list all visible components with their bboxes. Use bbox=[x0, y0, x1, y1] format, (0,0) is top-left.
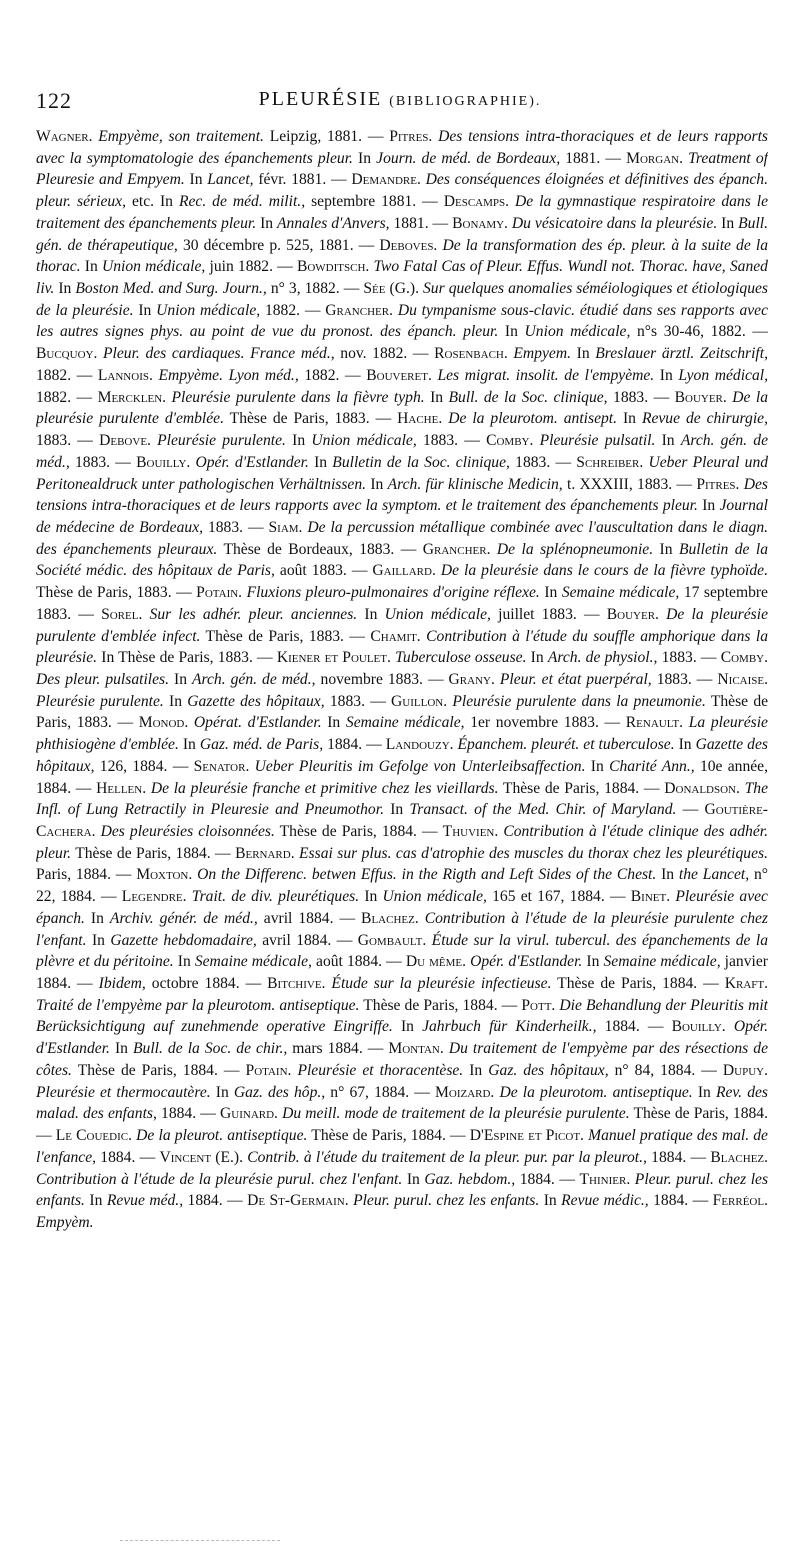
work-title: Essai sur plus. cas d'atrophie des muscles du thorax chez les pleurétiques. bbox=[299, 844, 768, 862]
work-title: Gazette hebdomadaire, bbox=[110, 931, 257, 949]
work-title: Des tensions intra-thoraciques et de leurs rapports avec la symptom. et le traitement des épanchements pleur. bbox=[36, 475, 768, 515]
author-name: Morgan. bbox=[626, 149, 689, 167]
work-title: Annales d'Anvers, bbox=[277, 214, 390, 232]
work-title: Du tympanisme sous-clavic. étudié dans ses rapports avec les autres signes phys. au point de vue du pronost. des épanch. pleur. bbox=[36, 301, 768, 341]
reference-text: Thèse de Paris, 1883. — bbox=[36, 692, 768, 732]
author-name: Thuvien. bbox=[442, 823, 504, 840]
work-title: Union médicale, bbox=[101, 258, 206, 276]
work-title: The Infl. of Lung Retractily in Pleuresie and Pneumothor. bbox=[36, 779, 768, 819]
reference-text: 1883. — bbox=[607, 388, 675, 406]
work-title: Épanchem. pleurét. et tuberculose. bbox=[457, 736, 675, 754]
reference-text: 1881. — bbox=[389, 214, 453, 232]
reference-text: 1er novembre 1883. — bbox=[464, 714, 626, 732]
reference-text: — bbox=[676, 801, 705, 819]
author-name: Du même. bbox=[405, 953, 471, 971]
reference-text: n° 22, 1884. — bbox=[36, 866, 768, 906]
work-title: Du meill. mode de traitement de la pleurésie purulente. bbox=[282, 1105, 630, 1123]
reference-text: In bbox=[184, 171, 208, 189]
work-title: Des pleurésies cloisonnées. bbox=[100, 823, 275, 840]
reference-text: In bbox=[366, 475, 388, 493]
work-title: Opérat. d'Estlander. bbox=[193, 714, 322, 732]
work-title: Du vésicatoire dans la pleurésie. bbox=[511, 214, 718, 232]
reference-text: Thèse de Paris, 1884. — bbox=[359, 996, 522, 1014]
work-title: Gazette des hôpitaux, bbox=[187, 692, 325, 710]
author-name: Thinier. bbox=[579, 1170, 635, 1188]
reference-text: In bbox=[617, 410, 642, 428]
work-title: Traité de l'empyème par la pleurotom. antiseptique. bbox=[36, 996, 360, 1014]
work-title: Rev. des malad. des enfants, bbox=[36, 1083, 768, 1123]
reference-text: Leipzig, 1881. — bbox=[263, 128, 390, 145]
reference-text: avril 1884. — bbox=[256, 931, 358, 949]
work-title: Pleurésie purulente dans la pneumonie. bbox=[452, 692, 706, 710]
reference-text: 1883. — bbox=[651, 670, 718, 688]
work-title: Pleur. et état puerpéral, bbox=[499, 670, 652, 688]
work-title: De la splénopneumonie. bbox=[496, 540, 654, 558]
reference-text: 1883. — bbox=[657, 649, 721, 667]
author-name: Gaillard. bbox=[372, 562, 441, 580]
reference-text: 1884. — bbox=[96, 1148, 160, 1166]
work-title: De la pleurésie purulente d'emblée infect. bbox=[36, 605, 768, 645]
reference-text: In bbox=[169, 670, 192, 688]
author-name: Potain. bbox=[196, 584, 247, 602]
reference-text: In bbox=[674, 736, 696, 754]
reference-text: 1881. — bbox=[560, 149, 627, 167]
author-name: Grany. bbox=[448, 670, 500, 688]
author-name: Hache. bbox=[397, 410, 449, 428]
bibliography-text bbox=[36, 126, 768, 1526]
work-title: Étude sur la virul. tubercul. des épanchements de la plèvre et du péritoine. bbox=[36, 931, 768, 971]
author-name: Moxton. bbox=[136, 866, 198, 884]
reference-text: In bbox=[210, 1083, 234, 1101]
work-title: Semaine médicale, bbox=[561, 584, 680, 602]
work-title: Bull. gén. de thérapeutique, bbox=[36, 214, 768, 254]
author-name: Binet. bbox=[630, 888, 676, 906]
author-name: Nicaise. bbox=[717, 670, 768, 688]
reference-text: juin 1882. — bbox=[205, 258, 297, 276]
work-title: Union médicale, bbox=[156, 301, 261, 319]
work-title: Les migrat. insolit. de l'empyème. bbox=[437, 366, 655, 384]
work-title: the Lancet, bbox=[678, 866, 750, 884]
work-title: Empyem. bbox=[513, 345, 571, 363]
reference-text: Thèse de Paris, 1884. — bbox=[307, 1127, 470, 1145]
reference-text: 17 septembre 1883. — bbox=[36, 584, 768, 623]
reference-text: n° 84, 1884. — bbox=[608, 1061, 723, 1079]
work-title: De la pleurésie dans le cours de la fièvre typhoïde. bbox=[440, 562, 768, 580]
reference-text: Thèse de Paris, 1884. — bbox=[551, 975, 725, 993]
work-title: Pleurésie pulsatil. bbox=[539, 432, 656, 450]
work-title: Contribution à l'étude clinique des adhér. pleur. bbox=[36, 823, 768, 862]
work-title: Pleur. purul. chez les enfants. bbox=[353, 1192, 540, 1210]
work-title: Arch. für klinische Medicin, bbox=[387, 475, 563, 493]
reference-text: In bbox=[80, 258, 102, 276]
reference-text: In bbox=[654, 366, 679, 384]
reference-text: juillet 1883. — bbox=[490, 605, 607, 623]
work-title: Transact. of the Med. Chir. of Maryland. bbox=[409, 801, 677, 819]
author-name: Gombault. bbox=[357, 931, 432, 949]
author-name: Bernard. bbox=[235, 844, 300, 862]
work-title: Contribution à l'étude du souffle amphorique dans la pleurésie. bbox=[36, 627, 768, 667]
author-name: Blachez. bbox=[361, 909, 425, 927]
work-title: Pleurésie et thoracentèse. bbox=[297, 1061, 464, 1079]
work-title: Empyème, son traitement. bbox=[98, 128, 264, 145]
reference-text: 1883. — bbox=[203, 518, 269, 536]
author-name: Legendre. bbox=[121, 888, 192, 906]
author-name: Bouilly. bbox=[136, 453, 196, 471]
reference-text: In bbox=[357, 605, 385, 623]
work-title: Trait. de div. pleurétiques. bbox=[191, 888, 360, 906]
chapter-title: PLEURÉSIE bbox=[258, 88, 383, 110]
author-name: Grancher. bbox=[422, 540, 497, 558]
reference-text: 1883. — bbox=[324, 692, 392, 710]
reference-text: 1883. — bbox=[36, 432, 100, 450]
author-name: Renault. bbox=[625, 714, 689, 732]
reference-text: novembre 1883. — bbox=[315, 670, 449, 688]
page-number: 122 bbox=[36, 88, 72, 113]
author-name: Kiener et Poulet. bbox=[276, 649, 396, 667]
work-title: Des conséquences éloignées et définitives des épanch. pleur. sérieux, bbox=[36, 171, 768, 211]
reference-text: Thèse de Paris, 1884. — bbox=[498, 779, 665, 797]
reference-text: In bbox=[498, 323, 525, 341]
work-title: Bulletin de la Soc. clinique, bbox=[332, 453, 510, 471]
work-title: Manuel pratique des mal. de l'enfance, bbox=[36, 1127, 768, 1166]
author-name: Wagner. bbox=[36, 128, 99, 145]
work-title: Pleurésie purulente dans la fièvre typh. bbox=[171, 388, 425, 406]
author-name: Donaldson. bbox=[664, 779, 745, 797]
reference-text: Thèse de Paris, 1883. — bbox=[224, 410, 398, 428]
author-name: Mercklen. bbox=[97, 388, 172, 406]
author-name: Pitres. bbox=[696, 475, 744, 493]
author-name: Senator. bbox=[193, 757, 255, 775]
author-name: Monod. bbox=[138, 714, 194, 732]
work-title: Gaz. des hôpitaux, bbox=[488, 1061, 609, 1079]
reference-text: 1884. — bbox=[515, 1170, 580, 1188]
author-name: De St-Germain. bbox=[247, 1192, 354, 1210]
work-title: Journ. de méd. de Bordeaux, bbox=[376, 149, 561, 167]
reference-text: 165 et 167, 1884. — bbox=[486, 888, 631, 906]
work-title: Union médicale, bbox=[311, 432, 417, 450]
reference-text: In bbox=[570, 345, 596, 363]
work-title: De la transformation des ép. pleur. à la suite de la thorac. bbox=[36, 236, 768, 276]
work-title: Bulletin de la Société médic. des hôpitaux de Paris, bbox=[36, 540, 768, 580]
reference-text: Thèse de Paris, 1883. — bbox=[36, 584, 197, 602]
work-title: Gaz. hebdom., bbox=[424, 1170, 516, 1188]
work-title: Arch. gén. de méd., bbox=[192, 670, 316, 688]
reference-text: In bbox=[539, 584, 562, 602]
author-name: Bouyer. bbox=[674, 388, 733, 406]
work-title: Revue médic., bbox=[561, 1192, 649, 1210]
author-name: Comby. bbox=[486, 432, 540, 450]
author-name: Guinard. bbox=[220, 1105, 283, 1123]
author-name: Grancher. bbox=[325, 301, 398, 319]
author-name: Rosenbach. bbox=[434, 345, 514, 363]
work-title: De la percussion métallique combinée avec l'auscultation dans le diagn. des épanchements pleuraux. bbox=[36, 518, 768, 558]
work-title: Ibidem, bbox=[98, 975, 146, 993]
work-title: Sur les adhér. pleur. anciennes. bbox=[149, 605, 358, 623]
author-name: Sée (G.). bbox=[363, 280, 423, 298]
author-name: Hellen. bbox=[96, 779, 151, 797]
reference-text: 1884. — bbox=[596, 1018, 672, 1036]
work-title: Treatment of Pleuresie and Empyem. bbox=[36, 149, 768, 189]
work-title: Bull. de la Soc. clinique, bbox=[448, 388, 608, 406]
work-title: De la pleurésie purulente d'emblée. bbox=[36, 388, 768, 428]
work-title: Ueber Pleuritis im Gefolge von Unterleibsaffection. bbox=[254, 757, 586, 775]
work-title: Gaz. des hôp., bbox=[233, 1083, 326, 1101]
reference-text: 30 décembre p. 525, 1881. — bbox=[177, 236, 380, 254]
author-name: Bitchive. bbox=[267, 975, 332, 993]
work-title: Empyème. bbox=[158, 366, 223, 384]
work-title: Revue méd., bbox=[106, 1192, 184, 1210]
reference-text: In bbox=[656, 866, 679, 884]
work-title: Two Fatal Cas of Pleur. Effus. Wundl not. Thorac. have, Saned liv. bbox=[36, 258, 768, 298]
work-title: Lyon médical, bbox=[678, 366, 768, 384]
running-head bbox=[36, 88, 764, 118]
work-title: Pleur. purul. chez les enfants. bbox=[36, 1170, 768, 1210]
reference-text: etc. In bbox=[125, 193, 179, 211]
author-name: Comby. bbox=[720, 649, 768, 667]
work-title: Opér. d'Estlander. bbox=[36, 1018, 768, 1058]
reference-text: In Thèse de Paris, 1883. — bbox=[97, 649, 277, 667]
reference-text: In bbox=[655, 432, 681, 450]
author-name: Pitres. bbox=[389, 128, 439, 145]
work-title: Arch. gén. de méd., bbox=[36, 432, 768, 471]
reference-text: n° 3, 1882. — bbox=[266, 280, 364, 298]
reference-text: In bbox=[109, 1040, 134, 1058]
author-name: Pott. bbox=[521, 996, 560, 1014]
reference-text: In bbox=[84, 909, 110, 927]
author-name: Bouveret. bbox=[366, 366, 438, 384]
author-name: Siam. bbox=[268, 518, 308, 536]
reference-text: Thèse de Paris, 1884. — bbox=[36, 1105, 768, 1145]
reference-text: In bbox=[526, 649, 548, 667]
work-title: Pleurésie et thermocautère. bbox=[36, 1083, 211, 1101]
work-title: Pleur. des cardiaques. bbox=[103, 345, 245, 363]
work-title: Sur quelques anomalies séméiologiques et étiologiques de la pleurésie. bbox=[36, 280, 768, 319]
reference-text: In bbox=[653, 540, 679, 558]
author-name: Montan. bbox=[388, 1040, 449, 1058]
work-title: Opér. d'Estlander. bbox=[470, 953, 583, 971]
reference-text: Thèse de Paris, 1884. — bbox=[274, 823, 443, 840]
work-title: Étude sur la pleurésie infectieuse. bbox=[331, 975, 552, 993]
reference-text: 1882. — bbox=[260, 301, 326, 319]
reference-text: Thèse de Paris, 1883. — bbox=[200, 627, 371, 645]
running-title bbox=[36, 88, 764, 111]
work-title: Lancet, bbox=[207, 171, 254, 189]
work-title: De la pleurotom. antisept. bbox=[448, 410, 618, 428]
reference-text: août 1883. — bbox=[274, 562, 373, 580]
reference-text: In bbox=[585, 757, 610, 775]
work-title: Rec. de méd. milit., bbox=[178, 193, 306, 211]
reference-text: févr. 1881. — bbox=[253, 171, 352, 189]
author-name: Vincent (E.). bbox=[159, 1148, 248, 1166]
work-title: Empyèm. bbox=[36, 1213, 94, 1231]
author-name: Chamit. bbox=[370, 627, 427, 645]
author-name: Guillon. bbox=[391, 692, 453, 710]
reference-text: In bbox=[54, 280, 76, 298]
work-title: France méd., bbox=[250, 345, 335, 363]
author-name: Landouzy. bbox=[385, 736, 458, 754]
reference-text: 10e année, 1884. — bbox=[36, 757, 768, 797]
author-name: Potain. bbox=[245, 1061, 298, 1079]
reference-text: In bbox=[308, 453, 333, 471]
reference-text: Paris, 1884. — bbox=[36, 866, 137, 884]
author-name: Descamps. bbox=[443, 193, 515, 211]
work-title: On the Differenc. betwen Effus. in the Rigth and Left Sides of the Chest. bbox=[197, 866, 657, 884]
work-title: Union médicale, bbox=[382, 888, 487, 906]
work-title: Gaz. méd. de Paris, bbox=[199, 736, 324, 754]
author-name: Lannois. bbox=[97, 366, 159, 384]
reference-text: In bbox=[256, 214, 278, 232]
work-title: Boston Med. and Surg. Journ., bbox=[75, 280, 267, 298]
work-title: Journal de médecine de Bordeaux, bbox=[36, 497, 768, 536]
reference-text: In bbox=[285, 432, 312, 450]
author-name: Blachez. bbox=[710, 1148, 768, 1166]
reference-text: 1883. — bbox=[416, 432, 487, 450]
work-title: De la pleurot. antiseptique. bbox=[136, 1127, 308, 1145]
work-title: Des tensions intra-thoraciques et de leurs rapports avec la symptomatologie des épanchements pleur. bbox=[36, 128, 768, 167]
reference-text: janvier 1884. — bbox=[36, 953, 768, 993]
reference-text: In bbox=[86, 931, 111, 949]
work-title: Charité Ann., bbox=[609, 757, 695, 775]
reference-text: In bbox=[463, 1061, 489, 1079]
reference-text: In bbox=[173, 953, 195, 971]
work-title: Archiv. génér. de méd., bbox=[109, 909, 258, 927]
reference-text: In bbox=[697, 497, 720, 515]
work-title: Opér. d'Estlander. bbox=[195, 453, 309, 471]
reference-text: In bbox=[717, 214, 739, 232]
reference-text: 1884. — bbox=[183, 1192, 248, 1210]
reference-text: In bbox=[402, 1170, 425, 1188]
work-title: Union médicale, bbox=[384, 605, 491, 623]
author-name: Ferréol. bbox=[712, 1192, 768, 1210]
work-title: Bull. de la Soc. de chir., bbox=[133, 1040, 288, 1058]
reference-text: In bbox=[84, 1192, 107, 1210]
author-name: D'Espine et Picot. bbox=[469, 1127, 589, 1145]
work-title: Contribution à l'étude de la pleurésie purulente chez l'enfant. bbox=[36, 909, 768, 949]
reference-text: avril 1884. — bbox=[257, 909, 362, 927]
work-title: Ueber Pleural und Peritonealdruck unter pathologischen Verhältnissen. bbox=[36, 453, 768, 493]
reference-text: n° 67, 1884. — bbox=[325, 1083, 436, 1101]
work-title: De la pleurotom. antiseptique. bbox=[499, 1083, 693, 1101]
reference-text: 1883. — bbox=[509, 453, 577, 471]
bottom-rule bbox=[120, 1540, 280, 1542]
author-name: Kraft. bbox=[724, 975, 768, 993]
author-name: Deboves. bbox=[379, 236, 443, 254]
author-name: Demandre. bbox=[351, 171, 426, 189]
reference-text: In bbox=[359, 888, 383, 906]
reference-text: 1884. — bbox=[646, 1148, 711, 1166]
reference-text: In bbox=[692, 1083, 716, 1101]
work-title: La pleurésie phthisiogène d'emblée. bbox=[36, 714, 768, 754]
reference-text: Thèse de Paris, 1884. — bbox=[71, 844, 236, 862]
reference-text: 1884. — bbox=[648, 1192, 713, 1210]
reference-text: 1884. — bbox=[156, 1105, 221, 1123]
chapter-subtitle: (BIBLIOGRAPHIE). bbox=[389, 94, 542, 109]
reference-text: septembre 1881. — bbox=[305, 193, 444, 211]
work-title: Gazette des hôpitaux, bbox=[36, 736, 768, 775]
author-name: Bonamy. bbox=[452, 214, 512, 232]
work-title: Pleurésie purulente. bbox=[36, 692, 164, 710]
reference-text: Thèse de Bordeaux, 1883. — bbox=[217, 540, 423, 558]
work-title: Union médicale, bbox=[524, 323, 631, 341]
author-name: Goutière-Cachera. bbox=[36, 801, 768, 840]
reference-text: In bbox=[163, 692, 188, 710]
reference-text: 1883. — bbox=[69, 453, 137, 471]
work-title: Lyon méd., bbox=[228, 366, 299, 384]
reference-text: 1882. — bbox=[298, 366, 367, 384]
reference-text: Thèse de Paris, 1884. — bbox=[71, 1061, 246, 1079]
work-title: Contrib. à l'étude du traitement de la pleur. pur. par la pleurot., bbox=[247, 1148, 647, 1166]
reference-text: nov. 1882. — bbox=[334, 345, 435, 363]
reference-text: In bbox=[539, 1192, 562, 1210]
work-title: De la gymnastique respiratoire dans le traitement des épanchements pleur. bbox=[36, 193, 768, 232]
work-title: Des pleur. pulsatiles. bbox=[36, 670, 170, 688]
author-name: Bowditsch. bbox=[296, 258, 374, 276]
work-title: Jahrbuch für Kinderheilk., bbox=[422, 1018, 597, 1036]
work-title: Semaine médicale, bbox=[345, 714, 465, 732]
reference-text: 1884. — bbox=[323, 736, 386, 754]
author-name: Debove. bbox=[99, 432, 158, 450]
reference-text: In bbox=[178, 736, 200, 754]
reference-text: In bbox=[392, 1018, 423, 1036]
work-title: Arch. de physiol., bbox=[547, 649, 658, 667]
reference-text: In bbox=[582, 953, 604, 971]
work-title: Breslauer ärztl. Zeitschrift, bbox=[595, 345, 768, 363]
author-name: Schreiber. bbox=[576, 453, 649, 471]
author-name: Bucquoy. bbox=[36, 345, 103, 363]
work-title: De la pleurésie franche et primitive chez les vieillards. bbox=[150, 779, 499, 797]
author-name: Bouilly. bbox=[671, 1018, 734, 1036]
reference-text: In bbox=[424, 388, 449, 406]
author-name: Moizard. bbox=[435, 1083, 500, 1101]
reference-text: 126, 1884. — bbox=[94, 757, 194, 775]
reference-text: In bbox=[321, 714, 346, 732]
reference-text: n°s 30-46, 1882. — bbox=[630, 323, 768, 341]
work-title: Semaine médicale, bbox=[603, 953, 721, 971]
work-title: Die Behandlung der Pleuritis mit Berücksichtigung auf zunehmende operative Eingriffe. bbox=[36, 996, 768, 1036]
reference-text: 1882. — bbox=[36, 388, 98, 406]
work-title: Contribution à l'étude de la pleurésie purul. chez l'enfant. bbox=[36, 1170, 403, 1188]
work-title: Tuberculose osseuse. bbox=[395, 649, 527, 667]
author-name: Bouyer. bbox=[606, 605, 667, 623]
reference-text: In bbox=[352, 149, 377, 167]
reference-text: 1882. — bbox=[36, 366, 98, 384]
reference-text: août 1884. — bbox=[311, 953, 406, 971]
reference-text: In bbox=[133, 301, 157, 319]
author-name: Le Couedic. bbox=[55, 1127, 137, 1145]
reference-text: t. XXXIII, 1883. — bbox=[562, 475, 697, 493]
author-name: Sorel. bbox=[101, 605, 150, 623]
work-title: Fluxions pleuro-pulmonaires d'origine réflexe. bbox=[246, 584, 540, 602]
reference-text: mars 1884. — bbox=[287, 1040, 389, 1058]
author-name: Dupuy. bbox=[722, 1061, 768, 1079]
work-title: Du traitement de l'empyème par des résections de côtes. bbox=[36, 1040, 768, 1079]
work-title: Pleurésie avec épanch. bbox=[36, 888, 768, 927]
reference-text: In bbox=[383, 801, 410, 819]
reference-text: octobre 1884. — bbox=[145, 975, 268, 993]
work-title: Revue de chirurgie, bbox=[641, 410, 768, 428]
work-title: Semaine médicale, bbox=[194, 953, 312, 971]
work-title: Pleurésie purulente. bbox=[157, 432, 286, 450]
